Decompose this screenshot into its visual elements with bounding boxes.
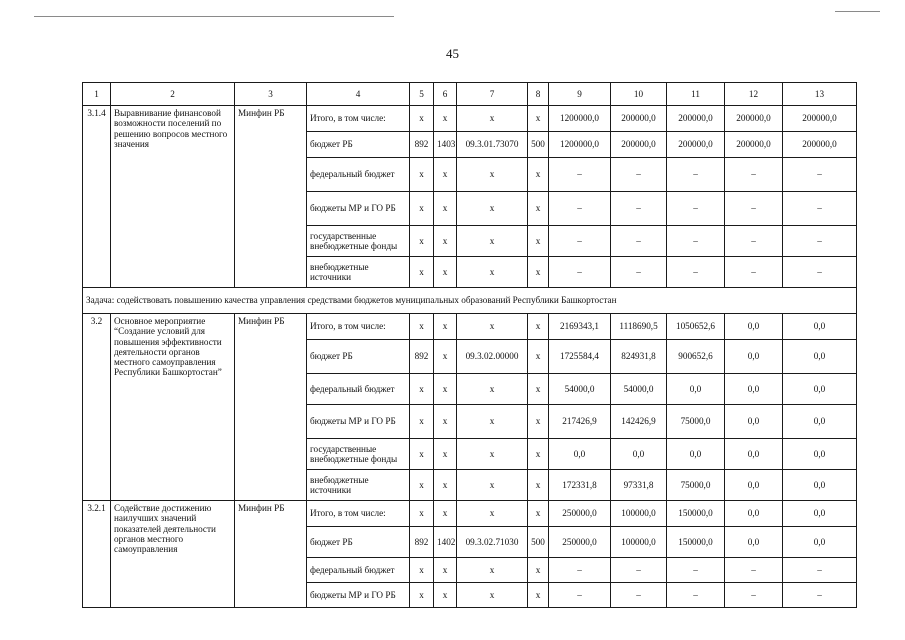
table-cell: х xyxy=(410,226,434,257)
table-cell: х xyxy=(410,470,434,501)
table-cell: 54000,0 xyxy=(549,374,611,405)
table-cell: 0,0 xyxy=(783,439,857,470)
item-number: 3.2.1 xyxy=(83,501,111,608)
table-cell: 0,0 xyxy=(725,374,783,405)
table-cell: 100000,0 xyxy=(611,501,667,527)
scan-artifact-line xyxy=(835,11,880,12)
table-cell: х xyxy=(457,314,528,340)
table-cell: х xyxy=(410,558,434,583)
budget-table xyxy=(82,82,857,608)
column-number: 5 xyxy=(410,83,434,106)
table-cell: – xyxy=(611,558,667,583)
table-cell: 1403 xyxy=(434,132,457,158)
table-cell: х xyxy=(528,558,549,583)
column-number: 2 xyxy=(111,83,235,106)
table-cell: – xyxy=(725,158,783,192)
table-cell: – xyxy=(611,158,667,192)
table-cell: – xyxy=(783,158,857,192)
table-cell: х xyxy=(410,314,434,340)
column-number: 1 xyxy=(83,83,111,106)
table-cell: 0,0 xyxy=(783,340,857,374)
table-cell: х xyxy=(457,558,528,583)
table-cell: – xyxy=(549,583,611,608)
table-cell: х xyxy=(434,340,457,374)
column-number: 10 xyxy=(611,83,667,106)
table-cell: 250000,0 xyxy=(549,501,611,527)
table-cell: х xyxy=(457,257,528,288)
table-cell: 200000,0 xyxy=(725,106,783,132)
table-cell: х xyxy=(528,106,549,132)
table-row xyxy=(83,314,857,340)
table-row xyxy=(83,106,857,132)
table-cell: – xyxy=(783,257,857,288)
table-cell: х xyxy=(528,226,549,257)
table-cell: 09.3.01.73070 xyxy=(457,132,528,158)
table-cell: 1402 xyxy=(434,527,457,558)
table-cell: 500 xyxy=(528,132,549,158)
table-cell: 75000,0 xyxy=(667,470,725,501)
table-cell: – xyxy=(611,583,667,608)
funding-source: Итого, в том числе: xyxy=(307,106,410,132)
table-cell: 1200000,0 xyxy=(549,106,611,132)
table-cell: – xyxy=(667,583,725,608)
table-cell: х xyxy=(434,405,457,439)
funding-source: бюджеты МР и ГО РБ xyxy=(307,583,410,608)
table-cell: х xyxy=(410,192,434,226)
table-cell: – xyxy=(783,583,857,608)
table-cell: х xyxy=(457,501,528,527)
table-cell: х xyxy=(457,226,528,257)
table-cell: – xyxy=(725,558,783,583)
task-text: Задача: содействовать повышению качества управления средствами бюджетов муниципальных образований Республики Башкортостан xyxy=(83,288,857,314)
table-cell: х xyxy=(410,374,434,405)
funding-source: внебюджетные источники xyxy=(307,470,410,501)
table-cell: 0,0 xyxy=(783,527,857,558)
table-cell: – xyxy=(611,192,667,226)
column-number: 4 xyxy=(307,83,410,106)
table-cell: х xyxy=(528,158,549,192)
table-cell: х xyxy=(457,158,528,192)
table-cell: – xyxy=(783,558,857,583)
column-number: 11 xyxy=(667,83,725,106)
table-cell: 824931,8 xyxy=(611,340,667,374)
table-cell: 1200000,0 xyxy=(549,132,611,158)
table-cell: 892 xyxy=(410,340,434,374)
table-cell: 150000,0 xyxy=(667,527,725,558)
table-cell: 0,0 xyxy=(783,314,857,340)
table-cell: – xyxy=(549,558,611,583)
table-cell: 217426,9 xyxy=(549,405,611,439)
table-cell: 892 xyxy=(410,132,434,158)
funding-source: федеральный бюджет xyxy=(307,558,410,583)
table-cell: – xyxy=(611,257,667,288)
table-cell: х xyxy=(434,192,457,226)
column-number: 3 xyxy=(235,83,307,106)
table-cell: – xyxy=(549,158,611,192)
table-cell: х xyxy=(410,257,434,288)
funding-source: государственные внебюджетные фонды xyxy=(307,226,410,257)
table-cell: 54000,0 xyxy=(611,374,667,405)
table-cell: 75000,0 xyxy=(667,405,725,439)
item-number: 3.1.4 xyxy=(83,106,111,288)
table-cell: 1050652,6 xyxy=(667,314,725,340)
table-cell: х xyxy=(457,405,528,439)
item-executor: Минфин РБ xyxy=(235,501,307,608)
table-cell: х xyxy=(434,583,457,608)
item-number: 3.2 xyxy=(83,314,111,501)
table-cell: х xyxy=(434,558,457,583)
table-cell: х xyxy=(528,405,549,439)
table-cell: 150000,0 xyxy=(667,501,725,527)
table-cell: х xyxy=(434,439,457,470)
table-cell: х xyxy=(528,501,549,527)
table-cell: 200000,0 xyxy=(611,132,667,158)
table-cell: – xyxy=(667,558,725,583)
column-number: 13 xyxy=(783,83,857,106)
table-cell: х xyxy=(528,192,549,226)
column-number-row xyxy=(83,83,857,106)
table-cell: 0,0 xyxy=(725,314,783,340)
column-number: 7 xyxy=(457,83,528,106)
table-cell: 0,0 xyxy=(667,374,725,405)
table-cell: х xyxy=(410,158,434,192)
table-cell: 200000,0 xyxy=(667,132,725,158)
table-cell: 09.3.02.00000 xyxy=(457,340,528,374)
table-cell: х xyxy=(434,470,457,501)
table-cell: – xyxy=(549,192,611,226)
funding-source: федеральный бюджет xyxy=(307,158,410,192)
column-number: 12 xyxy=(725,83,783,106)
table-cell: – xyxy=(725,192,783,226)
funding-source: федеральный бюджет xyxy=(307,374,410,405)
table-cell: х xyxy=(410,106,434,132)
table-row xyxy=(83,501,857,527)
funding-source: внебюджетные источники xyxy=(307,257,410,288)
table-cell: 0,0 xyxy=(783,374,857,405)
table-cell: 0,0 xyxy=(725,405,783,439)
table-cell: х xyxy=(434,226,457,257)
table-cell: х xyxy=(434,314,457,340)
table-cell: 0,0 xyxy=(611,439,667,470)
table-cell: – xyxy=(783,192,857,226)
table-cell: – xyxy=(667,158,725,192)
table-cell: 0,0 xyxy=(725,527,783,558)
column-number: 8 xyxy=(528,83,549,106)
table-cell: х xyxy=(457,106,528,132)
table-cell: 1725584,4 xyxy=(549,340,611,374)
table-cell: х xyxy=(528,314,549,340)
table-cell: 0,0 xyxy=(783,470,857,501)
table-cell: 1118690,5 xyxy=(611,314,667,340)
funding-source: Итого, в том числе: xyxy=(307,501,410,527)
column-number: 6 xyxy=(434,83,457,106)
table-cell: х xyxy=(434,257,457,288)
table-cell: х xyxy=(434,158,457,192)
table-cell: х xyxy=(457,470,528,501)
table-cell: – xyxy=(725,257,783,288)
funding-source: бюджеты МР и ГО РБ xyxy=(307,405,410,439)
table-cell: х xyxy=(410,405,434,439)
table-cell: – xyxy=(667,226,725,257)
funding-source: государственные внебюджетные фонды xyxy=(307,439,410,470)
table-cell: 100000,0 xyxy=(611,527,667,558)
table-cell: – xyxy=(611,226,667,257)
table-cell: х xyxy=(410,583,434,608)
table-cell: 0,0 xyxy=(667,439,725,470)
table-cell: 09.3.02.71030 xyxy=(457,527,528,558)
item-name: Основное мероприятие “Создание условий для повышения эффективности деятельности органов местного самоуправления Республики Башкортостан” xyxy=(111,314,235,501)
table-cell: х xyxy=(457,439,528,470)
table-cell: х xyxy=(410,501,434,527)
table-cell: х xyxy=(457,583,528,608)
funding-source: бюджет РБ xyxy=(307,132,410,158)
table-cell: 0,0 xyxy=(725,501,783,527)
table-cell: 500 xyxy=(528,527,549,558)
page-number: 45 xyxy=(446,46,459,61)
table-cell: 892 xyxy=(410,527,434,558)
table-cell: 200000,0 xyxy=(725,132,783,158)
table-cell: х xyxy=(457,192,528,226)
item-name: Выравнивание финансовой возможности поселений по решению вопросов местного значения xyxy=(111,106,235,288)
table-cell: х xyxy=(528,439,549,470)
table-cell: – xyxy=(783,226,857,257)
funding-source: бюджеты МР и ГО РБ xyxy=(307,192,410,226)
table-cell: х xyxy=(434,374,457,405)
table-cell: 200000,0 xyxy=(783,106,857,132)
table-cell: х xyxy=(410,439,434,470)
table-cell: 900652,6 xyxy=(667,340,725,374)
table-cell: 97331,8 xyxy=(611,470,667,501)
funding-source: бюджет РБ xyxy=(307,340,410,374)
table-cell: 0,0 xyxy=(725,470,783,501)
table-cell: 200000,0 xyxy=(667,106,725,132)
table-cell: 200000,0 xyxy=(611,106,667,132)
table-cell: 142426,9 xyxy=(611,405,667,439)
table-cell: – xyxy=(725,226,783,257)
table-cell: 0,0 xyxy=(783,501,857,527)
table-cell: 0,0 xyxy=(725,340,783,374)
item-name: Содействие достижению наилучших значений показателей деятельности органов местного самоуправления xyxy=(111,501,235,608)
item-executor: Минфин РБ xyxy=(235,314,307,501)
table-cell: 200000,0 xyxy=(783,132,857,158)
table-cell: – xyxy=(667,192,725,226)
table-cell: – xyxy=(725,583,783,608)
funding-source: Итого, в том числе: xyxy=(307,314,410,340)
item-executor: Минфин РБ xyxy=(235,106,307,288)
scan-artifact-line xyxy=(34,16,394,17)
table-cell: 250000,0 xyxy=(549,527,611,558)
table-cell: 2169343,1 xyxy=(549,314,611,340)
table-cell: х xyxy=(434,501,457,527)
table-cell: х xyxy=(528,470,549,501)
table-cell: х xyxy=(457,374,528,405)
table-cell: 0,0 xyxy=(725,439,783,470)
table-cell: 0,0 xyxy=(783,405,857,439)
table-cell: 0,0 xyxy=(549,439,611,470)
table-cell: х xyxy=(528,583,549,608)
table-cell: – xyxy=(549,226,611,257)
table-cell: 172331,8 xyxy=(549,470,611,501)
table-cell: х xyxy=(528,340,549,374)
funding-source: бюджет РБ xyxy=(307,527,410,558)
column-number: 9 xyxy=(549,83,611,106)
table-cell: х xyxy=(434,106,457,132)
table-cell: – xyxy=(667,257,725,288)
task-row xyxy=(83,288,857,314)
table-cell: – xyxy=(549,257,611,288)
table-cell: х xyxy=(528,257,549,288)
table-cell: х xyxy=(528,374,549,405)
